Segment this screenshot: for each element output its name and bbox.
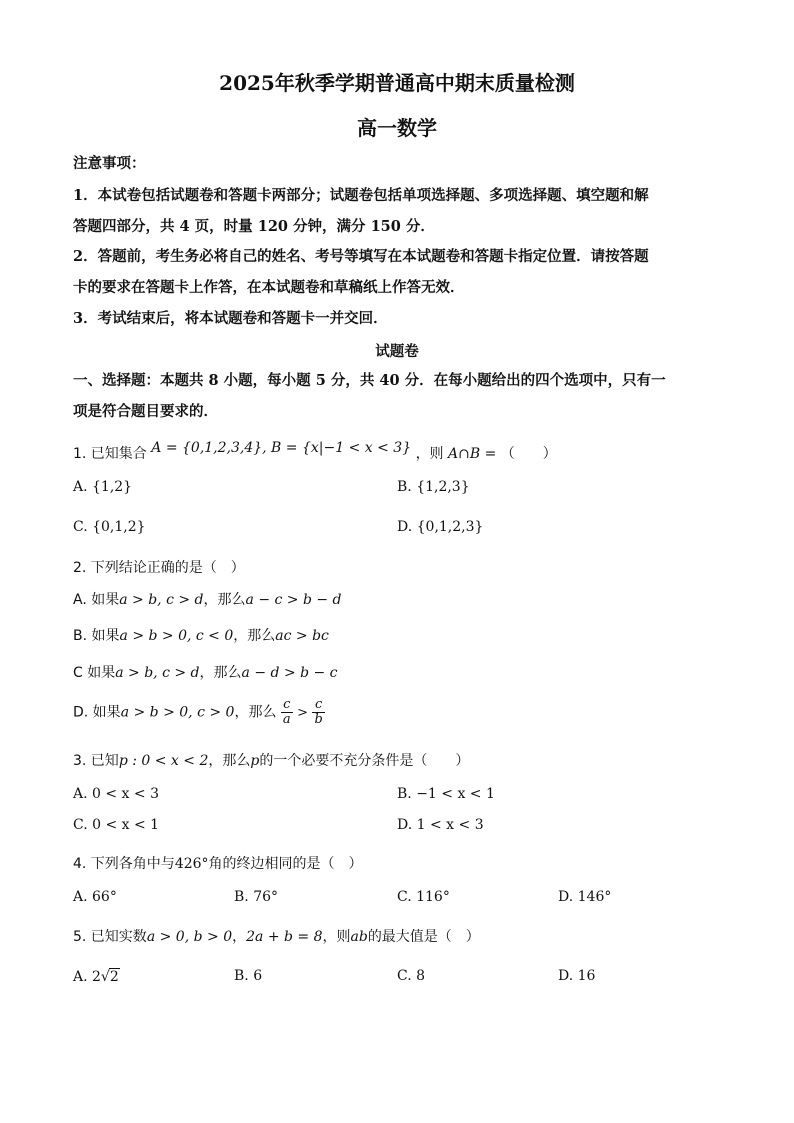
q3-then: ，那么 xyxy=(208,753,251,769)
q5-a-radicand: 2 xyxy=(109,969,119,985)
q1-prefix: 1. 已知集合 xyxy=(73,446,147,462)
q5-suffix: 的最大值是（ ） xyxy=(367,929,480,945)
q3-option-d: D. 1 < x < 3 xyxy=(397,817,484,833)
q3-option-a: A. 0 < x < 3 xyxy=(73,786,159,802)
question-4-stem xyxy=(73,853,363,873)
q4-suffix: 角的终边相同的是（ ） xyxy=(208,856,363,872)
q5-prefix: 5. 已知实数 xyxy=(73,929,147,945)
q2-b-result: ac > bc xyxy=(275,628,329,644)
q4-option-c: C. 116° xyxy=(397,889,450,905)
q2-b-prefix: B. 如果 xyxy=(73,628,120,644)
q2-a-then: ，那么 xyxy=(203,592,246,608)
q3-option-c: C. 0 < x < 1 xyxy=(73,817,160,833)
question-1-stem xyxy=(73,440,557,463)
q4-angle: 426° xyxy=(174,856,209,872)
q1-option-d: D. {0,1,2,3} xyxy=(397,519,484,535)
q5-option-a xyxy=(73,968,120,985)
q1-sets: A = {0,1,2,3,4}, B = {x|−1 < x < 3} xyxy=(151,440,412,456)
q2-option-a xyxy=(73,589,342,609)
q2-a-prefix: A. 如果 xyxy=(73,592,120,608)
q5-option-c: C. 8 xyxy=(397,968,426,984)
exam-subject: 高一数学 xyxy=(357,116,437,140)
q2-d-prefix: D. 如果 xyxy=(73,704,121,721)
q4-option-d: D. 146° xyxy=(558,889,612,905)
q2-c-cond: a > b, c > d xyxy=(115,665,200,681)
q5-then: ，则 xyxy=(322,929,351,945)
section-label: 试题卷 xyxy=(375,343,419,360)
note-2-line-2: 卡的要求在答题卡上作答，在本试题卷和草稿纸上作答无效． xyxy=(73,279,465,296)
q5-ab: ab xyxy=(350,929,368,945)
q5-option-b: B. 6 xyxy=(234,968,263,984)
q3-option-b: B. −1 < x < 1 xyxy=(397,786,495,802)
q2-c-result: a − d > b − c xyxy=(241,665,338,681)
q2-a-result: a − c > b − d xyxy=(245,592,342,608)
note-3: 3．考试结束后，将本试题卷和答题卡一并交回． xyxy=(73,310,388,327)
q2-option-b xyxy=(73,625,329,645)
q2-d-cond: a > b > 0, c > 0 xyxy=(120,704,235,721)
q5-a-coef: A. 2 xyxy=(73,969,101,985)
q2-a-cond: a > b, c > d xyxy=(119,592,204,608)
q3-prefix: 3. 已知 xyxy=(73,753,119,769)
section-intro-line-1: 一、选择题：本题共 8 小题，每小题 5 分，共 40 分．在每小题给出的四个选项中，只有一 xyxy=(73,372,666,389)
q2-d-then: ，那么 xyxy=(234,704,277,721)
q5-sep: ， xyxy=(232,929,247,945)
q1-paren: （ ） xyxy=(500,446,557,462)
q2-b-cond: a > b > 0, c < 0 xyxy=(119,628,234,644)
q2-c-prefix: C 如果 xyxy=(73,665,116,681)
note-2-line-1: 2．答题前，考生务必将自己的姓名、考号等填写在本试题卷和答题卡指定位置．请按答题 xyxy=(73,248,649,265)
q4-option-a: A. 66° xyxy=(73,889,117,905)
question-3-stem xyxy=(73,750,469,770)
q2-option-d: D. 如果a > b > 0, c > 0，那么 $\frac{c}{a}$ > $\frac{c}{b}$ xyxy=(73,697,323,727)
q3-p: p xyxy=(250,753,260,769)
q1-intersection: A∩B = xyxy=(448,446,497,462)
question-5-stem xyxy=(73,926,480,946)
q4-prefix: 4. 下列各角中与 xyxy=(73,856,175,872)
q4-option-b: B. 76° xyxy=(234,889,279,905)
question-2-stem: 2. 下列结论正确的是（ ） xyxy=(73,560,245,576)
q1-suffix: ，则 xyxy=(415,446,444,462)
q1-option-b: B. {1,2,3} xyxy=(397,479,470,495)
note-1-line-1: 1．本试卷包括试题卷和答题卡两部分；试题卷包括单项选择题、多项选择题、填空题和解 xyxy=(73,187,649,204)
exam-title: 2025年秋季学期普通高中期末质量检测 xyxy=(219,71,575,95)
section-intro-line-2: 项是符合题目要求的． xyxy=(73,403,218,420)
q3-proposition: p : 0 < x < 2 xyxy=(118,753,209,769)
q2-c-then: ，那么 xyxy=(199,665,242,681)
q2-option-c xyxy=(73,662,338,682)
fraction-c-over-a: $\frac{c}{a}$ xyxy=(282,697,291,727)
sqrt-symbol-icon: √ xyxy=(100,969,110,985)
fraction-c-over-b: $\frac{c}{b}$ xyxy=(314,697,323,727)
notes-heading: 注意事项： xyxy=(73,155,146,172)
q5-cond: a > 0, b > 0 xyxy=(146,929,233,945)
q2-b-then: ，那么 xyxy=(233,628,276,644)
q1-option-a: A. {1,2} xyxy=(73,479,133,495)
q1-option-c: C. {0,1,2} xyxy=(73,519,146,535)
q3-suffix: 的一个必要不充分条件是（ ） xyxy=(259,753,470,769)
note-1-line-2: 答题四部分，共 4 页，时量 120 分钟，满分 150 分． xyxy=(73,218,435,235)
q5-equation: 2a + b = 8 xyxy=(246,929,323,945)
q5-option-d: D. 16 xyxy=(558,968,596,984)
